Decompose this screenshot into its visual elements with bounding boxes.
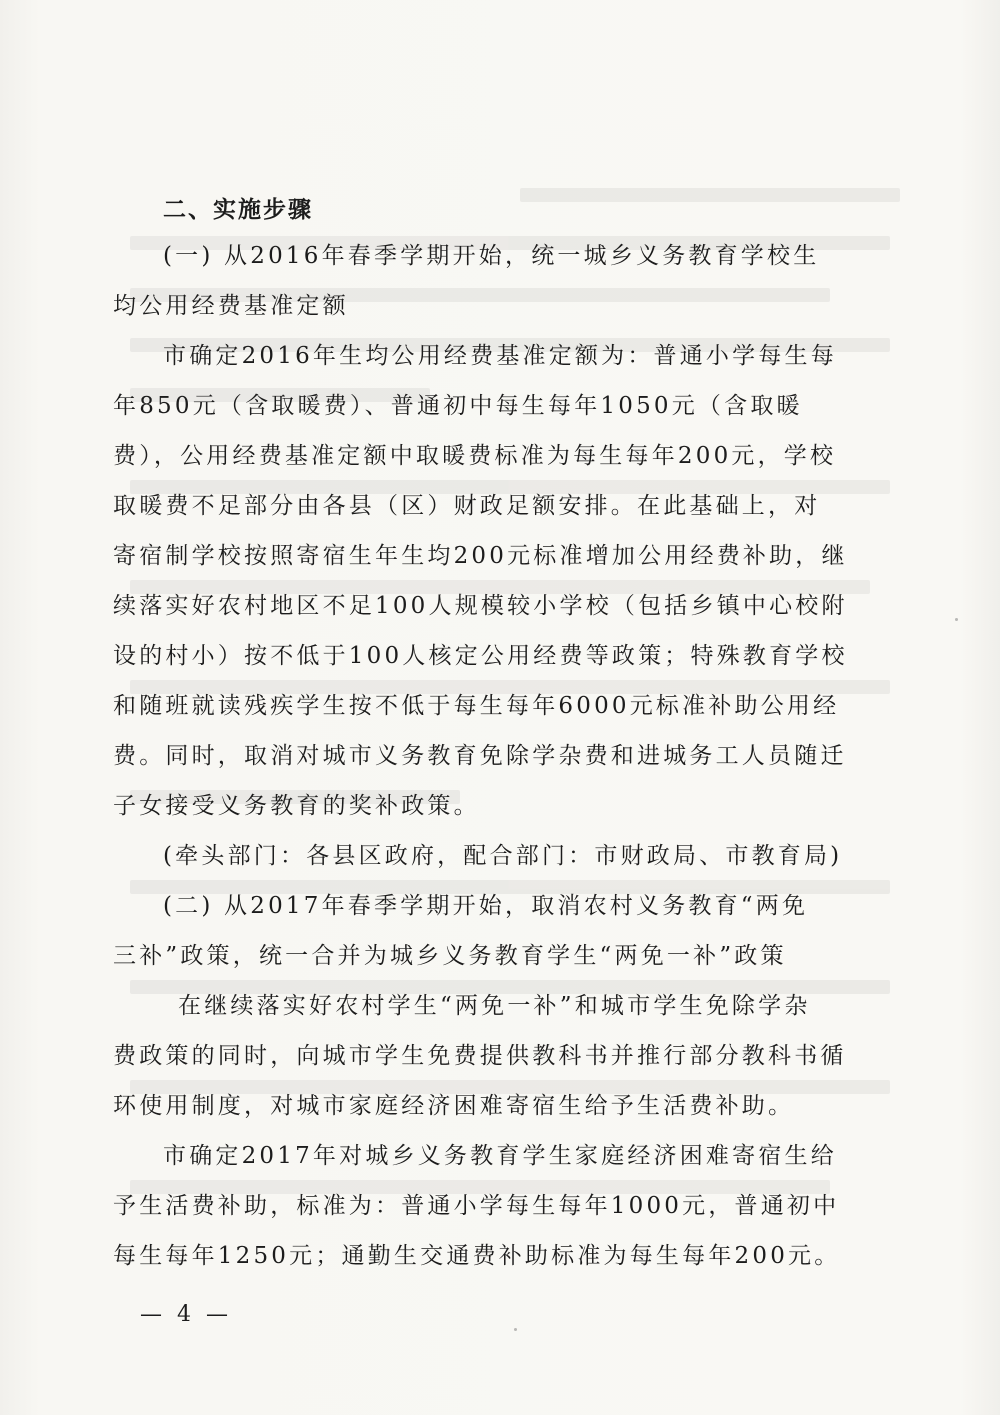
subsection-heading-1: (一) 从2016年春季学期开始，统一城乡义务教育学校生	[163, 243, 820, 269]
paragraph-line: 费。同时，取消对城市义务教育免除学杂费和进城务工人员随迁	[113, 743, 847, 769]
paragraph-line: 取暖费不足部分由各县（区）财政足额安排。在此基础上，对	[113, 493, 821, 519]
paragraph-line: 续落实好农村地区不足100人规模较小学校（包括乡镇中心校附	[113, 593, 848, 619]
scan-speck	[955, 618, 958, 621]
paragraph-line: 环使用制度，对城市家庭经济困难寄宿生给予生活费补助。	[113, 1093, 795, 1119]
paragraph-line: 市确定2016年生均公用经费基准定额为：普通小学每生每	[163, 343, 837, 369]
paragraph-line: 予生活费补助，标准为：普通小学每生每年1000元，普通初中	[113, 1193, 840, 1219]
paragraph-line: 子女接受义务教育的奖补政策。	[113, 793, 480, 819]
section-title: 二、实施步骤	[163, 196, 313, 223]
page-number: — 4 —	[140, 1302, 232, 1327]
paragraph-line: 和随班就读残疾学生按不低于每生每年6000元标准补助公用经	[113, 693, 840, 719]
scan-speck	[514, 1328, 517, 1331]
paragraph-line: 每生每年1250元；通勤生交通费补助标准为每生每年200元。	[113, 1243, 841, 1269]
paragraph-line: 设的村小）按不低于100人核定公用经费等政策；特殊教育学校	[113, 643, 848, 669]
paragraph-line: 费政策的同时，向城市学生免费提供教科书并推行部分教科书循	[113, 1043, 847, 1069]
subsection-heading-2: (二) 从2017年春季学期开始，取消农村义务教育“两免	[163, 893, 809, 919]
subsection-heading-1-cont: 均公用经费基准定额	[113, 293, 349, 319]
responsible-departments: (牵头部门：各县区政府，配合部门：市财政局、市教育局)	[163, 843, 843, 869]
paragraph-line: 在继续落实好农村学生“两免一补”和城市学生免除学杂	[178, 993, 811, 1019]
paragraph-line: 寄宿制学校按照寄宿生年生均200元标准增加公用经费补助，继	[113, 543, 848, 569]
subsection-heading-2-cont: 三补”政策，统一合并为城乡义务教育学生“两免一补”政策	[113, 943, 787, 969]
paragraph-line: 年850元（含取暖费）、普通初中每生每年1050元（含取暖	[113, 393, 803, 419]
paragraph-line: 费），公用经费基准定额中取暖费标准为每生每年200元，学校	[113, 443, 837, 469]
paragraph-line: 市确定2017年对城乡义务教育学生家庭经济困难寄宿生给	[163, 1143, 837, 1169]
